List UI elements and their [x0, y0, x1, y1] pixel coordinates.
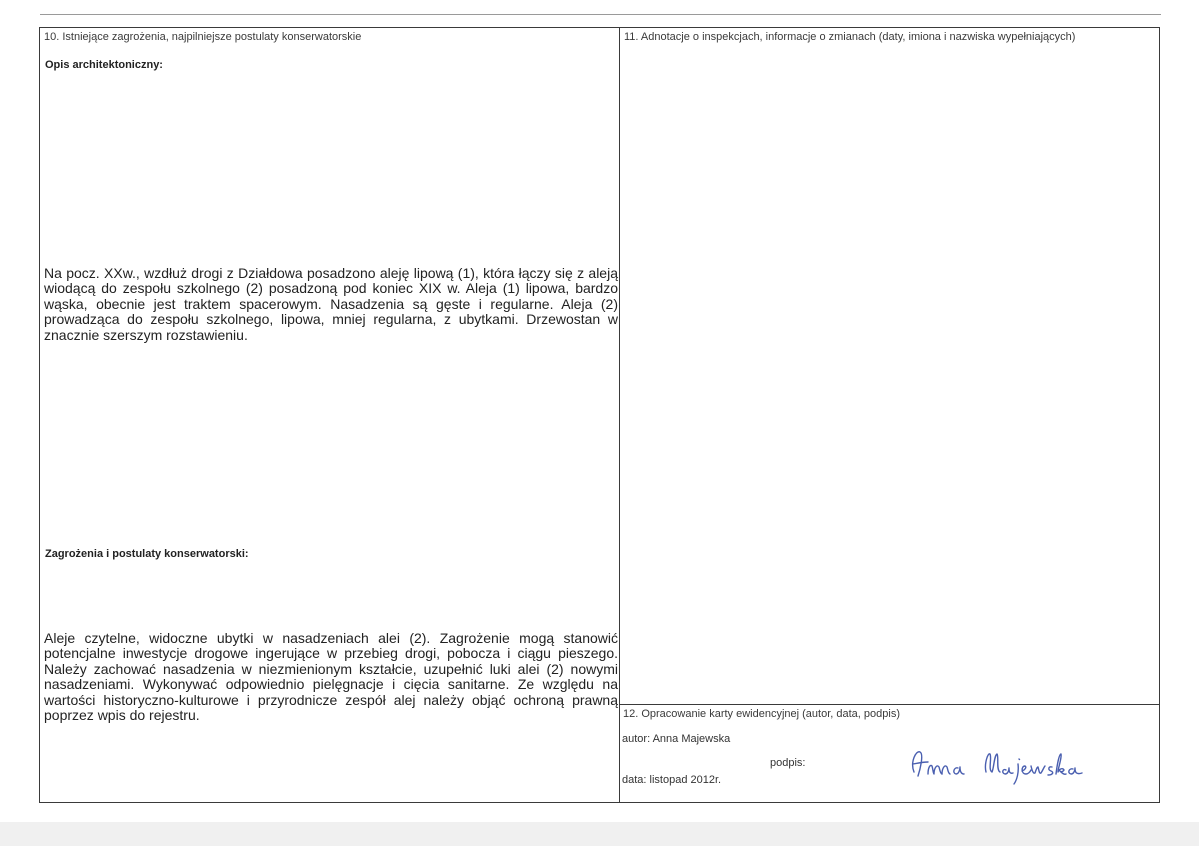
section10-label: 10. Istniejące zagrożenia, najpilniejsze postulaty konserwatorskie [44, 31, 362, 43]
scan-bottom-edge [0, 822, 1199, 846]
column-divider [619, 28, 620, 802]
date-field: data: listopad 2012r. [622, 774, 722, 786]
section12-label: 12. Opracowanie karty ewidencyjnej (autor, data, podpis) [623, 708, 900, 720]
handwritten-signature [870, 742, 1090, 786]
author-field: autor: Anna Majewska [622, 733, 731, 745]
inventory-form [39, 27, 1160, 803]
section11-label: 11. Adnotacje o inspekcjach, informacje o zmianach (daty, imiona i nazwiska wypełniających) [624, 31, 1076, 43]
page-top-rule [40, 14, 1161, 15]
architectural-description-text: Na pocz. XXw., wzdłuż drogi z Działdowa posadzono aleję lipową (1), która łączy się z aleją wiodącą do zespołu szkolnego (2) posadzoną pod koniec XIX w. Aleja (1) lipowa, bardzo wąska, obecnie jest traktem spacerowym. Nasadzenia są gęste i regularne. Aleja (2) prowadząca do zespołu szkolnego, lipowa, mniej regularna, z ubytkami. Drzewostan w znacznie szerszym rozstawieniu. [44, 265, 618, 343]
architectural-description-title: Opis architektoniczny: [45, 59, 163, 71]
threats-title: Zagrożenia i postulaty konserwatorski: [45, 548, 249, 560]
signature-label: podpis: [770, 757, 806, 769]
section12-divider [620, 704, 1160, 705]
threats-text: Aleje czytelne, widoczne ubytki w nasadzeniach alei (2). Zagrożenie mogą stanowić potencjalne inwestycje drogowe ingerujące w przebieg drogi, pobocza i ciągu pieszego. Należy zachować nasadzenia w niezmienionym kształcie, uzupełnić luki alei (2) nowymi nasadzeniami. Wykonywać odpowiednio pielęgnacje i cięcia sanitarne. Ze względu na wartości historyczno-kulturowe i przyrodnicze zespół alej należy objąć ochroną prawną poprzez wpis do rejestru. [44, 630, 618, 724]
